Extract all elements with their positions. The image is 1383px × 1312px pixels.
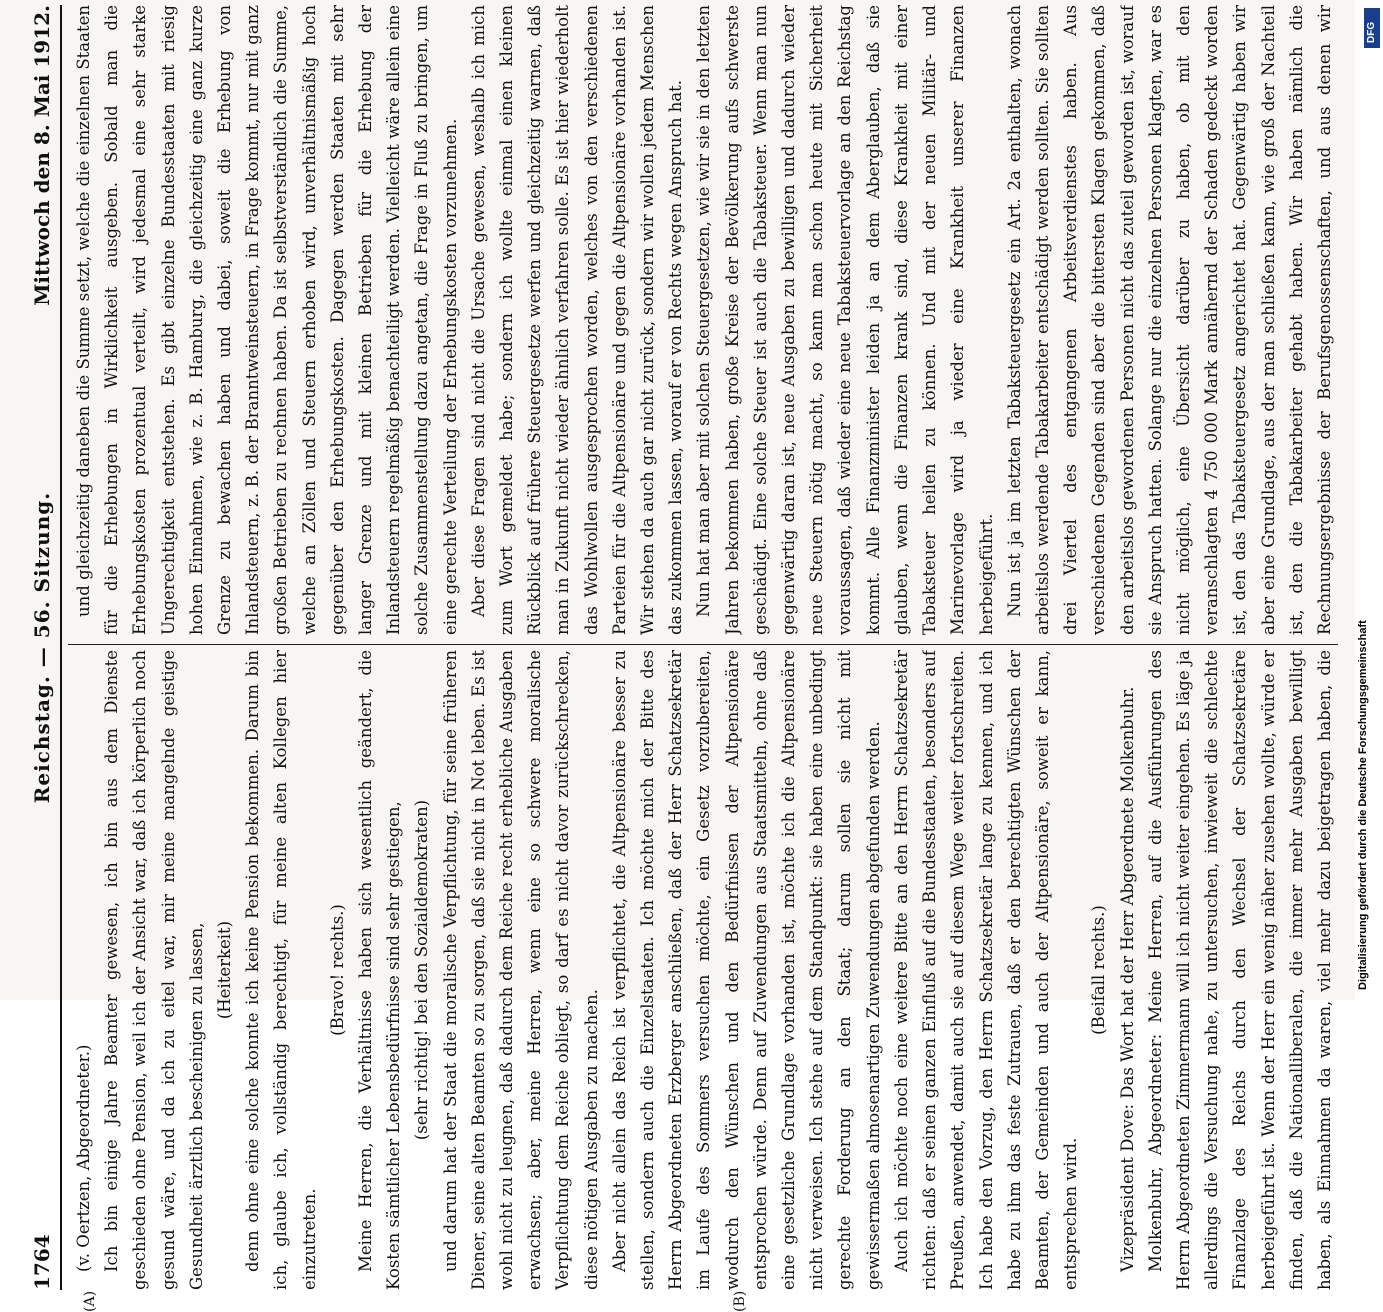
header-rule [60, 5, 62, 1290]
interjection: (Bravo! rechts.) [327, 904, 347, 1036]
paragraph: Meine Herren, die Verhältnisse haben sich wesentlich geändert, die Kosten sämtlicher Lebensbedürfnisse sind sehr gestiegen, [356, 650, 404, 1290]
paragraph: Nun ist ja im letzten Tabaksteuergesetz ein Art. 2a enthalten, wonach arbeitslos werdende Tabakarbeiter entschädigt werden sollten. Sie sollten drei Viertel des entgangenen Arbeitsverdienstes haben. Aus verschiedenen Gegenden sind aber die bittersten Klagen gekommen, daß den arbeitslos gewordenen Personen nicht das zuteil geworden ist, worauf sie Anspruch hatten. Solange nur die einzelnen Personen klagten, war es nicht möglich, eine Übersicht darüber zu haben, ob mit den veranschlagten 4 750 000 Mark annähernd der Schaden gedeckt worden ist, den das Tabaksteuergesetz angerichtet hat. Gegenwärtig haben wir aber eine Grundlage, aus der man schließen kann, wie groß der Nachteil ist, den die Tabakarbeiter gehabt haben. Wir haben nämlich die Rechnungsergebnisse der Berufsgenossenschaften, und aus denen wir [1004, 5, 1334, 635]
paragraph: Ich bin einige Jahre Beamter gewesen, ich bin aus dem Dienste geschieden ohne Pension, weil ich der Ansicht war, daß ich körperlich noch gesund wäre, und da ich zu eitel war, mir meine mangelnde geistige Gesundheit ärztlich bescheinigen zu lassen, [102, 650, 206, 1290]
date-title: Mittwoch den 8. Mai 1912. [30, 5, 54, 306]
interjection: (Heiterkeit) [215, 920, 235, 1020]
interjection: (sehr richtig! bei den Sozialdemokraten) [412, 799, 432, 1141]
paragraph: Nun hat man aber mit solchen Steuergesetzen, wie wir sie in den letzten Jahren bekommen haben, große Kreise der Bevölkerung aufs schwerste geschädigt. Eine solche Steuer ist auch die Tabaksteuer. Wenn man nun gegenwärtig daran ist, neue Ausgaben zu bewilligen und dadurch wieder neue Steuern nötig macht, so kann man schon heute mit Sicherheit voraussagen, daß wieder eine neue Tabaksteuervorlage an den Reichstag kommt. Alle Finanzminister leiden ja an dem Aberglauben, daß sie glauben, wenn die Finanzen krank sind, diese Krankheit mit einer Tabaksteuer heilen zu können. Und mit der neuen Militär- und Marinevorlage wird ja wieder eine Krankheit unserer Finanzen herbeigeführt. [694, 5, 996, 635]
paragraph: denn ohne eine solche konnte ich keine Pension bekommen. Darum bin ich, glaube ich, vollständig berechtigt, für meine alten Kollegen hier einzutreten. [243, 650, 319, 1290]
digitization-credit: Digitalisierung gefördert durch die Deutsche Forschungsgemeinschaft [1357, 620, 1369, 990]
paragraph: Vizepräsident Dove: Das Wort hat der Herr Abgeordnete Molkenbuhr. [1117, 686, 1137, 1272]
page-number: 1764 [30, 1234, 54, 1290]
page-header [22, 5, 62, 1290]
dfg-logo: DFG [1364, 8, 1380, 48]
paragraph: und gleichzeitig daneben die Summe setzt, welche die einzelnen Staaten für die Erhebungen in Wirklichkeit ausgeben. Sobald man die Erhebungskosten prozentual verteilt, wird jedesmal eine sehr starke Ungerechtigkeit entstehen. Es gibt einzelne Bundesstaaten mit riesig hohen Einnahmen, wie z. B. Hamburg, die gleichzeitig eine ganz kurze Grenze zu bewachen haben und dabei, soweit die Erhebung von Inlandsteuern, z. B. der Branntweinsteuern, in Frage kommt, nur mit ganz großen Betrieben zu rechnen haben. Da ist selbstverständlich die Summe, welche an Zöllen und Steuern erhoben wird, unverhältnismäßig hoch gegenüber den Erhebungskosten. Dagegen werden Staaten mit sehr langer Grenze und mit kleinen Betrieben für die Erhebung der Inlandsteuern regelmäßig benachteiligt werden. Vielleicht wäre allein eine solche Zusammenstellung dazu angetan, die Frage in Fluß zu bringen, um eine gerechte Verteilung der Erhebungskosten vorzunehmen. [74, 5, 460, 635]
paragraph: Auch ich möchte noch eine weitere Bitte an den Herrn Schatzsekretär richten: daß er seinen ganzen Einfluß auf die Bundesstaaten, besonders auf Preußen, anwendet, damit auch sie auf diesem Wege weiter fortschreiten. Ich habe den Vorzug, den Herrn Schatzsekretär lange zu kennen, und ich habe zu ihm das feste Zutrauen, daß er den berechtigten Wünschen der Beamten, der Gemeinden und auch der Altpensionäre, soweit er kann, entsprechen wird. [891, 650, 1081, 1290]
margin-marker-a: (A) [82, 1290, 98, 1312]
rotated-newspaper-page [22, 5, 1352, 1312]
session-title: Reichstag. — 56. Sitzung. [30, 491, 54, 804]
text-column-right [70, 5, 1340, 635]
paragraph: und darum hat der Staat die moralische Verpflichtung, für seine früheren Diener, seine alten Beamten so zu sorgen, daß sie nicht in Not leben. Es ist wohl nicht zu leugnen, daß dadurch dem Reiche recht erhebliche Ausgaben erwachsen; aber, meine Herren, wenn eine so schwere moralische Verpflichtung dem Reiche obliegt, so darf es nicht davor zurückschrecken, diese nötigen Ausgaben zu machen. [440, 650, 601, 1290]
text-column-left [70, 650, 1340, 1290]
column-divider [68, 644, 1338, 645]
margin-marker-b: (B) [732, 1290, 748, 1312]
paragraph: Molkenbuhr, Abgeordneter: Meine Herren, auf die Ausführungen des Herrn Abgeordneten Zimmermann will ich nicht weiter eingehen. Es läge ja allerdings die Versuchung nahe, zu untersuchen, inwieweit die schlechte Finanzlage des Reichs durch den Wechsel der Schatzsekretäre herbeigeführt ist. Wenn der Herr ein wenig näher zusehen wollte, würde er finden, daß die Nationalliberalen, die immer mehr Ausgaben bewilligt haben, als Einnahmen da waren, viel mehr dazu beigetragen haben, die [1145, 650, 1334, 1290]
interjection: (Beifall rechts.) [1089, 905, 1109, 1035]
paragraph: Aber nicht allein das Reich ist verpflichtet, die Altpensionäre besser zu stellen, sondern auch die Einzelstaaten. Ich möchte mich der Bitte des Herrn Abgeordneten Erzberger anschließen, daß der Herr Schatzsekretär im Laufe des Sommers versuchen möchte, ein Gesetz vorzubereiten, wodurch den Wünschen und den Bedürfnissen der Altpensionäre entsprochen würde. Denn auf Zuwendungen aus Staatsmitteln, ohne daß eine gesetzliche Grundlage vorhanden ist, möchte ich die Altpensionäre nicht verweisen. Ich stehe auf dem Standpunkt: sie haben eine unbedingt gerechte Forderung an den Staat; darum sollen sie nicht mit gewissermaßen almosenartigen Zuwendungen abgefunden werden. [609, 650, 883, 1290]
paragraph: Aber diese Fragen sind nicht die Ursache gewesen, weshalb ich mich zum Wort gemeldet habe; sondern ich wollte einmal einen kleinen Rückblick auf frühere Steuergesetze werfen und gleichzeitig warnen, daß man in Zukunft nicht wieder ähnlich verfahren solle. Es ist hier wiederholt das Wohlwollen ausgesprochen worden, welches von den verschiedenen Parteien für die Altpensionäre und gegen die Altpensionäre vorhanden ist. Wir stehen da auch gar nicht zurück, sondern wir wollen jedem Menschen das zukommen lassen, worauf er von Rechts wegen Anspruch hat. [468, 5, 686, 635]
paragraph: (v. Oertzen, Abgeordneter.) [74, 1044, 93, 1272]
